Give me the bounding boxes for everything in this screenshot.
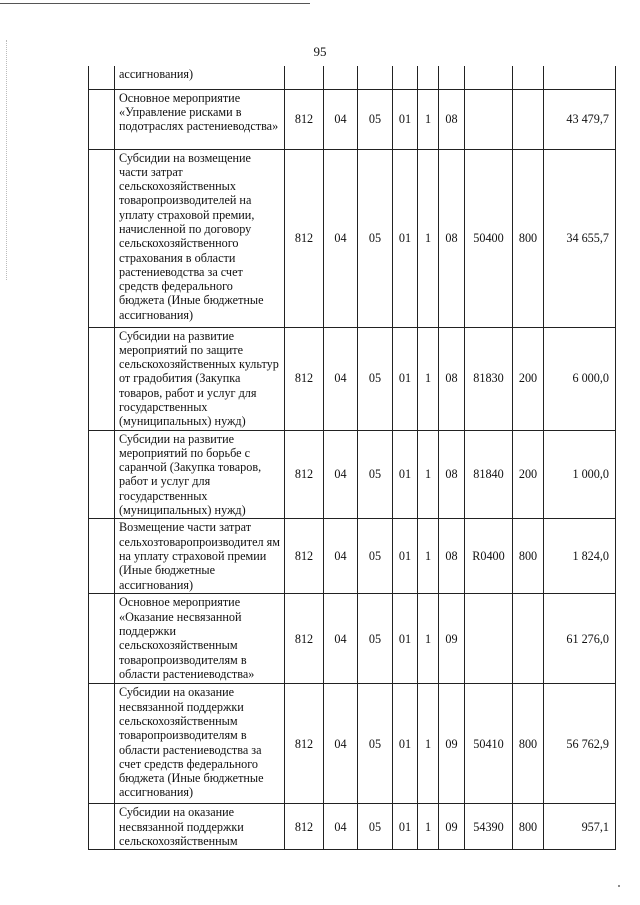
row-number-cell bbox=[89, 66, 115, 89]
code-cell-c3: 05 bbox=[358, 89, 393, 149]
code-cell-c3: 05 bbox=[358, 804, 393, 850]
row-number-cell bbox=[89, 519, 115, 594]
code-cell-c8 bbox=[513, 89, 544, 149]
code-cell-c1: 812 bbox=[285, 149, 324, 327]
code-cell-c1: 812 bbox=[285, 594, 324, 684]
amount-cell: 43 479,7 bbox=[544, 89, 616, 149]
code-cell-c5: 1 bbox=[418, 594, 439, 684]
code-cell-c3: 05 bbox=[358, 430, 393, 519]
code-cell-c8: 200 bbox=[513, 430, 544, 519]
code-cell-c2: 04 bbox=[324, 519, 358, 594]
item-description: Субсидии на оказание несвязанной поддержки сельскохозяйственным bbox=[115, 804, 285, 850]
item-description: Основное мероприятие «Оказание несвязанной поддержки сельскохозяйственным товаропроизводителям в области растениеводства» bbox=[115, 594, 285, 684]
code-cell-c4: 01 bbox=[393, 149, 418, 327]
code-cell-c6: 09 bbox=[439, 684, 465, 804]
code-cell-c1: 812 bbox=[285, 89, 324, 149]
code-cell-c1: 812 bbox=[285, 804, 324, 850]
code-cell-c6 bbox=[439, 66, 465, 89]
code-cell-c5: 1 bbox=[418, 327, 439, 430]
row-number-cell bbox=[89, 327, 115, 430]
code-cell-c4: 01 bbox=[393, 684, 418, 804]
code-cell-c8: 800 bbox=[513, 149, 544, 327]
code-cell-c2: 04 bbox=[324, 804, 358, 850]
code-cell-c6: 08 bbox=[439, 430, 465, 519]
amount-cell bbox=[544, 66, 616, 89]
item-description: Основное мероприятие «Управление рисками в подотраслях растениеводства» bbox=[115, 89, 285, 149]
code-cell-c7: 81840 bbox=[465, 430, 513, 519]
code-cell-c7: 50410 bbox=[465, 684, 513, 804]
row-number-cell bbox=[89, 149, 115, 327]
item-description: Субсидии на развитие мероприятий по борьбе с саранчой (Закупка товаров, работ и услуг для государственных (муниципальных) нужд) bbox=[115, 430, 285, 519]
table-row bbox=[89, 327, 616, 430]
code-cell-c4: 01 bbox=[393, 519, 418, 594]
code-cell-c2 bbox=[324, 66, 358, 89]
item-description: Субсидии на возмещение части затрат сельскохозяйственных товаропроизводителей на уплату страховой премии, начисленной по договору сельскохозяйственного страхования в области растениеводства за счет средств федерального бюджета (Иные бюджетные ассигнования) bbox=[115, 149, 285, 327]
code-cell-c5 bbox=[418, 66, 439, 89]
item-description: ассигнования) bbox=[115, 66, 285, 89]
amount-cell: 34 655,7 bbox=[544, 149, 616, 327]
code-cell-c5: 1 bbox=[418, 89, 439, 149]
code-cell-c6: 08 bbox=[439, 519, 465, 594]
code-cell-c4: 01 bbox=[393, 804, 418, 850]
table-body bbox=[89, 66, 616, 850]
code-cell-c8 bbox=[513, 594, 544, 684]
row-number-cell bbox=[89, 684, 115, 804]
code-cell-c5: 1 bbox=[418, 804, 439, 850]
table-row bbox=[89, 804, 616, 850]
amount-cell: 61 276,0 bbox=[544, 594, 616, 684]
code-cell-c7: 54390 bbox=[465, 804, 513, 850]
code-cell-c4 bbox=[393, 66, 418, 89]
code-cell-c1: 812 bbox=[285, 519, 324, 594]
code-cell-c6: 08 bbox=[439, 89, 465, 149]
table-row bbox=[89, 66, 616, 89]
code-cell-c5: 1 bbox=[418, 149, 439, 327]
code-cell-c6: 08 bbox=[439, 149, 465, 327]
code-cell-c4: 01 bbox=[393, 430, 418, 519]
code-cell-c7 bbox=[465, 594, 513, 684]
code-cell-c4: 01 bbox=[393, 89, 418, 149]
amount-cell: 6 000,0 bbox=[544, 327, 616, 430]
code-cell-c5: 1 bbox=[418, 684, 439, 804]
amount-cell: 1 000,0 bbox=[544, 430, 616, 519]
item-description: Субсидии на оказание несвязанной поддержки сельскохозяйственным товаропроизводителям в области растениеводства за счет средств федерального бюджета (Иные бюджетные ассигнования) bbox=[115, 684, 285, 804]
amount-cell: 56 762,9 bbox=[544, 684, 616, 804]
code-cell-c2: 04 bbox=[324, 430, 358, 519]
code-cell-c6: 09 bbox=[439, 804, 465, 850]
code-cell-c8: 800 bbox=[513, 804, 544, 850]
code-cell-c7: 81830 bbox=[465, 327, 513, 430]
code-cell-c6: 09 bbox=[439, 594, 465, 684]
code-cell-c3: 05 bbox=[358, 327, 393, 430]
scan-speck bbox=[618, 885, 620, 887]
code-cell-c1: 812 bbox=[285, 684, 324, 804]
code-cell-c2: 04 bbox=[324, 89, 358, 149]
code-cell-c6: 08 bbox=[439, 327, 465, 430]
code-cell-c3: 05 bbox=[358, 594, 393, 684]
code-cell-c5: 1 bbox=[418, 519, 439, 594]
binding-marks bbox=[6, 40, 8, 280]
code-cell-c8: 800 bbox=[513, 684, 544, 804]
code-cell-c8: 800 bbox=[513, 519, 544, 594]
table-row bbox=[89, 89, 616, 149]
code-cell-c3: 05 bbox=[358, 519, 393, 594]
code-cell-c3: 05 bbox=[358, 684, 393, 804]
code-cell-c2: 04 bbox=[324, 149, 358, 327]
code-cell-c1: 812 bbox=[285, 327, 324, 430]
table-row bbox=[89, 519, 616, 594]
code-cell-c8 bbox=[513, 66, 544, 89]
top-rule bbox=[0, 3, 310, 4]
amount-cell: 957,1 bbox=[544, 804, 616, 850]
code-cell-c7: 50400 bbox=[465, 149, 513, 327]
code-cell-c8: 200 bbox=[513, 327, 544, 430]
table-row bbox=[89, 594, 616, 684]
item-description: Возмещение части затрат сельхозтоваропроизводител ям на уплату страховой премии (Иные бюджетные ассигнования) bbox=[115, 519, 285, 594]
code-cell-c7 bbox=[465, 66, 513, 89]
code-cell-c7: R0400 bbox=[465, 519, 513, 594]
table-row bbox=[89, 430, 616, 519]
code-cell-c1 bbox=[285, 66, 324, 89]
code-cell-c3 bbox=[358, 66, 393, 89]
code-cell-c3: 05 bbox=[358, 149, 393, 327]
code-cell-c1: 812 bbox=[285, 430, 324, 519]
row-number-cell bbox=[89, 430, 115, 519]
page-number: 95 bbox=[313, 44, 327, 59]
code-cell-c2: 04 bbox=[324, 684, 358, 804]
row-number-cell bbox=[89, 804, 115, 850]
code-cell-c2: 04 bbox=[324, 327, 358, 430]
code-cell-c7 bbox=[465, 89, 513, 149]
table-row bbox=[89, 149, 616, 327]
budget-table bbox=[88, 66, 616, 850]
code-cell-c5: 1 bbox=[418, 430, 439, 519]
amount-cell: 1 824,0 bbox=[544, 519, 616, 594]
row-number-cell bbox=[89, 594, 115, 684]
code-cell-c4: 01 bbox=[393, 594, 418, 684]
table-row bbox=[89, 684, 616, 804]
item-description: Субсидии на развитие мероприятий по защите сельскохозяйственных культур от градобития (Закупка товаров, работ и услуг для государственных (муниципальных) нужд) bbox=[115, 327, 285, 430]
row-number-cell bbox=[89, 89, 115, 149]
code-cell-c4: 01 bbox=[393, 327, 418, 430]
code-cell-c2: 04 bbox=[324, 594, 358, 684]
